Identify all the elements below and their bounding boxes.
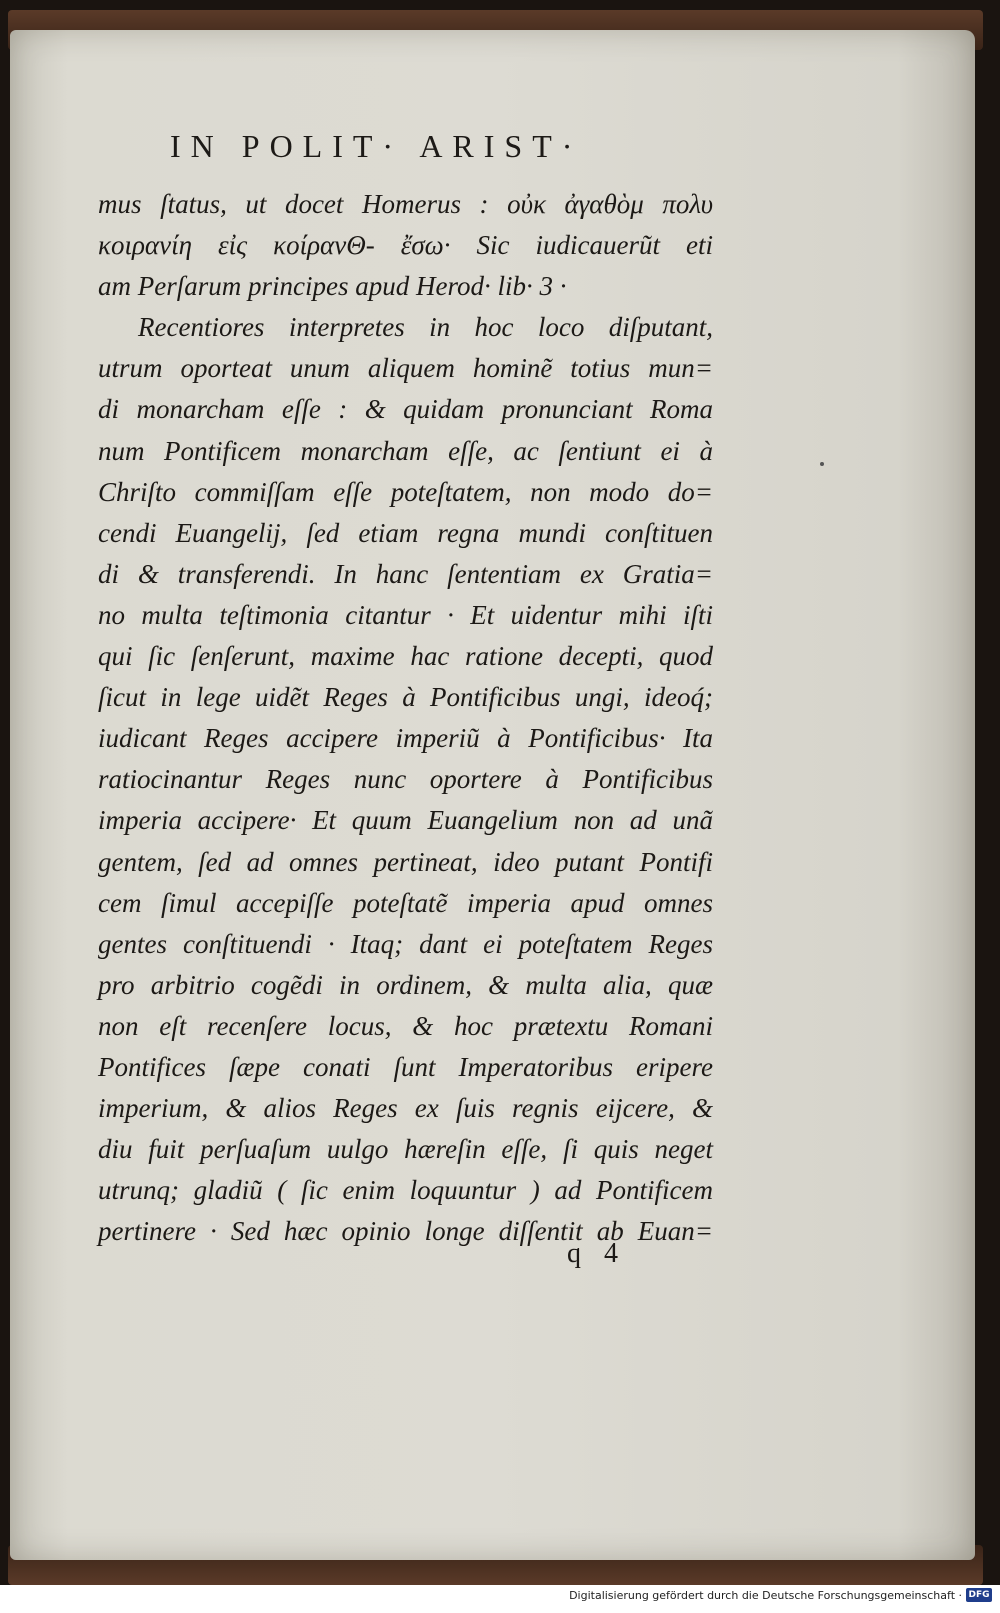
- text-line: gentem, ſed ad omnes pertineat, ideo putant Pontifi: [98, 846, 713, 877]
- funding-credit: Digitalisierung gefördert durch die Deutsche Forschungsgemeinschaft ·: [569, 1589, 962, 1602]
- text-line: qui ſic ſenſerunt, maxime hac ratione decepti, quod: [98, 641, 713, 672]
- text-line: ſicut in lege uidẽt Reges à Pontificibus ungi, ideoq́;: [98, 682, 713, 713]
- text-line: pertinere · Sed hæc opinio longe diſſentit ab Euan=: [98, 1216, 713, 1247]
- text-line: am Perſarum principes apud Herod· lib· 3 ·: [98, 271, 567, 302]
- text-line: utrunq; gladiũ ( ſic enim loquuntur ) ad Pontificem: [98, 1175, 713, 1206]
- text-line: diu fuit perſuaſum uulgo hæreſin eſſe, ſi quis neget: [98, 1134, 713, 1165]
- text-line: di monarcham eſſe : & quidam pronunciant Roma: [98, 394, 713, 425]
- text-line: imperia accipere· Et quum Euangelium non ad unã: [98, 805, 713, 836]
- text-line: Chriſto commiſſam eſſe poteſtatem, non modo do=: [98, 476, 713, 507]
- text-line: num Pontificem monarcham eſſe, ac ſentiunt ei à: [98, 435, 713, 466]
- text-line: gentes conſtituendi · Itaq; dant ei poteſtatem Reges: [98, 928, 713, 959]
- text-line: ratiocinantur Reges nunc oportere à Pontificibus: [98, 764, 713, 795]
- text-line: κοιρανίη εἰς κοίρανΘ- ἔσω· Sic iudicauerũt eti: [98, 230, 713, 261]
- text-line: mus ſtatus, ut docet Homerus : οὐκ ἀγαθὸμ πολυ: [98, 189, 713, 219]
- text-line: no multa teſtimonia citantur · Et uidentur mihi iſti: [98, 599, 713, 630]
- running-head: IN POLIT· ARIST·: [170, 128, 583, 164]
- text-line: cem ſimul accepiſſe poteſtatẽ imperia apud omnes: [98, 887, 713, 918]
- paper-speck: [820, 462, 824, 466]
- text-line: cendi Euangelij, ſed etiam regna mundi conſtituen: [98, 517, 713, 548]
- dfg-logo: DFG: [966, 1588, 992, 1602]
- text-line: Pontifices ſæpe conati ſunt Imperatoribus eripere: [98, 1051, 713, 1082]
- text-line: iudicant Reges accipere imperiũ à Pontificibus· Ita: [98, 723, 713, 754]
- body-text: [98, 184, 713, 1252]
- text-line: utrum oporteat unum aliquem hominẽ totius mun=: [98, 353, 713, 384]
- text-line: di & transferendi. In hanc ſententiam ex Gratia=: [98, 558, 713, 589]
- signature-mark: q 4: [567, 1238, 626, 1269]
- text-line: pro arbitrio cogẽdi in ordinem, & multa alia, quæ: [98, 969, 713, 1000]
- text-line: non eſt recenſere locus, & hoc prætextu Romani: [98, 1010, 713, 1041]
- text-line: imperium, & alios Reges ex ſuis regnis eijcere, &: [98, 1093, 713, 1124]
- text-line: Recentiores interpretes in hoc loco diſputant,: [138, 312, 713, 343]
